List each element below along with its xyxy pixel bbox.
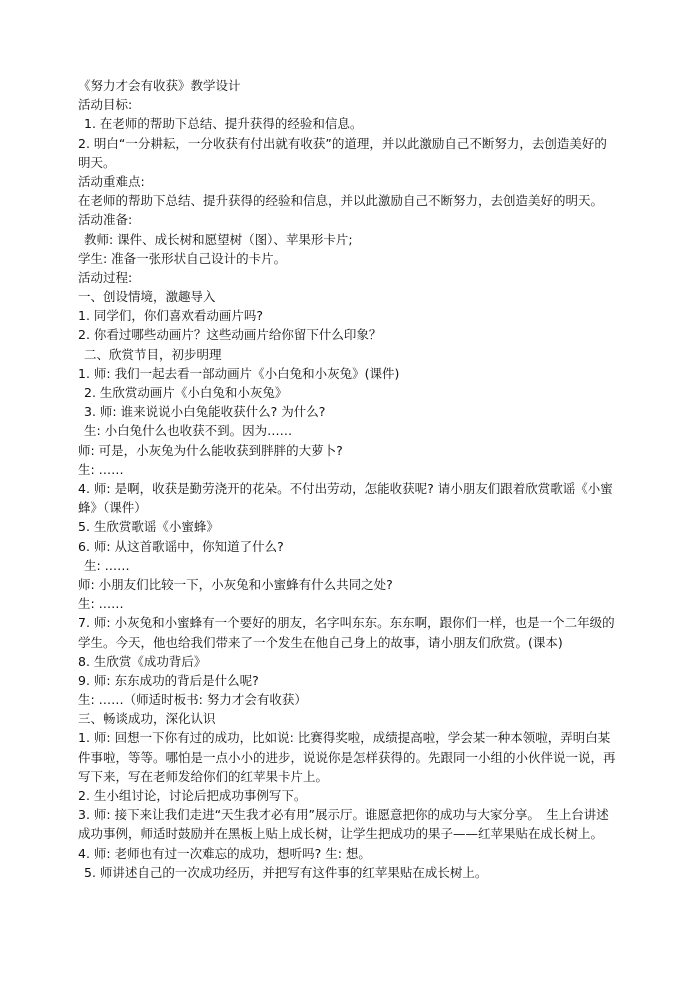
document-line: 6. 师: 从这首歌谣中，你知道了什么? [78,538,284,554]
document-line: 4. 师: 是啊，收获是勤劳浇开的花朵。不付出劳动，怎能收获呢? 请小朋友们跟着欣赏歌谣《小蜜蜂》（课件） [78,480,613,516]
document-line: 1. 师: 回想一下你有过的成功，比如说: 比赛得奖啦，成绩提高啦，学会某一种本领啦，弄明白某件事啦，等等。哪怕是一点小小的进步，说说你是怎样获得的。先跟同一小组的小伙伴说一说，再写下来，写在老师发给你们的红苹果卡片上。 [78,730,616,784]
document-line: 活动目标: [78,97,133,113]
document-line: 2. 生小组讨论，讨论后把成功事例写下。 [78,788,307,804]
document-line: 教师: 课件、成长树和愿望树（图）、苹果形卡片; [84,231,353,247]
document-line: 5. 生欣赏歌谣《小蜜蜂》 [78,519,219,535]
document-title: 《努力才会有收获》教学设计 [78,78,241,93]
document-line: 7. 师: 小灰兔和小蜜蜂有一个要好的朋友，名字叫东东。东东啊，跟你们一样，也是一个二年级的学生。今天，他也给我们带来了一个发生在他自己身上的故事，请小朋友们欣赏。(课本) [78,615,615,650]
document-line: 1. 同学们，你们喜欢看动画片吗? [78,308,264,324]
document-body [78,76,618,882]
document-line: 4. 师: 老师也有过一次难忘的成功，想听吗? 生: 想。 [78,845,371,861]
document-line: 2. 明白“一分耕耘，一分收获有付出就有收获”的道理，并以此激励自己不断努力，去创造美好的明天。 [78,135,607,170]
document-line: 5. 师讲述自己的一次成功经历，并把写有这件事的红苹果贴在成长树上。 [84,864,488,880]
document-line: 三、畅谈成功，深化认识 [78,711,216,727]
document-line: 3. 师: 接下来让我们走进“天生我才必有用”展示厅。谁愿意把你的成功与大家分享。 生上台讲述成功事例，师适时鼓励并在黑板上贴上成长树，让学生把成功的果子——红苹果贴在成长树上。 [78,807,609,842]
document-line: 2. 你看过哪些动画片？这些动画片给你留下什么印象？ [78,327,382,343]
document-line: 师: 小朋友们比较一下，小灰兔和小蜜蜂有什么共同之处? [78,576,393,592]
document-line: 2. 生欣赏动画片《小白兔和小灰兔》 [84,385,288,401]
document-line: 一、创设情境，激趣导入 [78,289,216,305]
document-line: 9. 师: 东东成功的背后是什么呢? [78,672,259,688]
document-line: 师: 可是，小灰兔为什么能收获到胖胖的大萝卜? [78,442,343,458]
document-line: 生: …… [78,461,124,477]
document-lines [78,95,618,882]
document-line: 活动过程: [78,269,133,285]
document-line: 生: ……（师适时板书: 努力才会有收获） [78,692,307,708]
document-line: 活动重难点: [78,173,145,189]
document-line: 生: 小白兔什么也收获不到。因为…… [84,423,293,439]
document-line: 活动准备: [78,212,133,228]
document-line: 在老师的帮助下总结、提升获得的经验和信息，并以此激励自己不断努力，去创造美好的明天。 [78,193,604,209]
document-line: 1. 师: 我们一起去看一部动画片《小白兔和小灰兔》(课件) [78,365,400,381]
document-line: 生: …… [84,557,130,573]
document-line: 学生: 准备一张形状自己设计的卡片。 [78,250,287,266]
document-line: 8. 生欣赏《成功背后》 [78,653,207,669]
document-line: 二、欣赏节目，初步明理 [84,346,222,362]
document-line: 生: …… [78,596,124,612]
document-line: 1. 在老师的帮助下总结、提升获得的经验和信息。 [84,116,363,132]
document-line: 3. 师: 谁来说说小白兔能收获什么? 为什么? [84,404,326,420]
